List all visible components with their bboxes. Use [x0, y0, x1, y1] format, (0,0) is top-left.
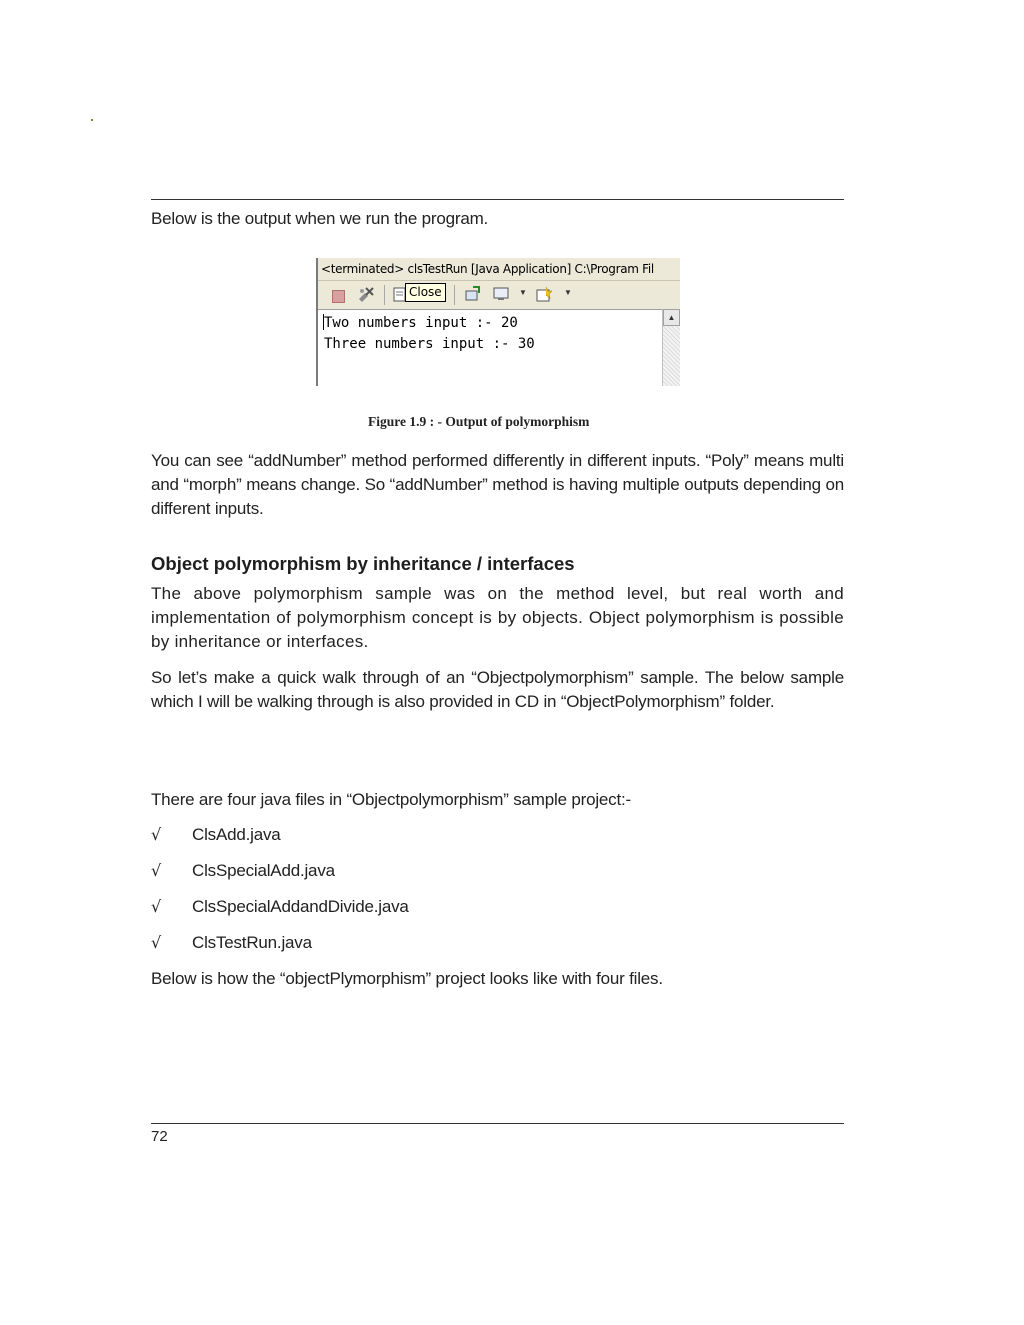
chevron-down-icon[interactable]: ▼ — [564, 288, 572, 297]
open-console-icon[interactable] — [536, 286, 552, 302]
file-name: ClsAdd.java — [192, 825, 281, 844]
terminate-icon[interactable] — [332, 290, 345, 303]
check-mark-icon: √ — [151, 861, 162, 880]
check-mark-icon: √ — [151, 825, 162, 844]
output-line: Three numbers input :- 30 — [324, 336, 535, 352]
section-heading: Object polymorphism by inheritance / interfaces — [151, 553, 575, 574]
toolbar-separator — [454, 285, 455, 305]
file-name: ClsTestRun.java — [192, 933, 312, 952]
footer-rule — [151, 1123, 844, 1124]
paragraph-object-poly: The above polymorphism sample was on the method level, but real worth and implementation of polymorphism concept is by objects. Object polymorphism is possible by inheritance or interfaces. — [151, 584, 844, 651]
header-rule — [151, 199, 844, 200]
figure-caption: Figure 1.9 : - Output of polymorphism — [368, 414, 590, 429]
file-name: ClsSpecialAdd.java — [192, 861, 335, 880]
console-title: <terminated> clsTestRun [Java Application] C:\Program Fil — [318, 258, 680, 281]
chevron-down-icon[interactable]: ▼ — [519, 288, 527, 297]
intro-text: Below is the output when we run the program. — [151, 209, 489, 228]
page-number: 72 — [151, 1128, 168, 1145]
remove-launches-icon[interactable] — [356, 285, 376, 305]
decorative-dot — [91, 119, 93, 121]
check-mark-icon: √ — [151, 897, 162, 916]
pin-console-icon[interactable] — [464, 286, 480, 302]
paragraph-poly: You can see “addNumber” method performed differently in different inputs. “Poly” means multi and “morph” means change. So “addNumber” method is having multiple outputs depending on different inputs. — [151, 451, 844, 518]
display-console-icon[interactable] — [493, 286, 509, 302]
paragraph-project-look: Below is how the “objectPlymorphism” project looks like with four files. — [151, 969, 663, 988]
check-mark-icon: √ — [151, 933, 162, 952]
scroll-up-arrow-icon[interactable]: ▲ — [663, 309, 680, 326]
paragraph-walkthrough: So let’s make a quick walk through of an “Objectpolymorphism” sample. The below sample which I will be walking through is also provided in CD in “ObjectPolymorphism” folder. — [151, 668, 844, 711]
output-line: Two numbers input :- 20 — [324, 315, 518, 331]
console-screenshot — [316, 258, 680, 386]
toolbar-separator — [384, 285, 385, 305]
console-toolbar — [318, 281, 680, 310]
console-output — [324, 313, 535, 355]
file-name: ClsSpecialAddandDivide.java — [192, 897, 409, 916]
close-tooltip: Close — [405, 283, 446, 302]
paragraph-four-files: There are four java files in “Objectpolymorphism” sample project:- — [151, 790, 631, 809]
